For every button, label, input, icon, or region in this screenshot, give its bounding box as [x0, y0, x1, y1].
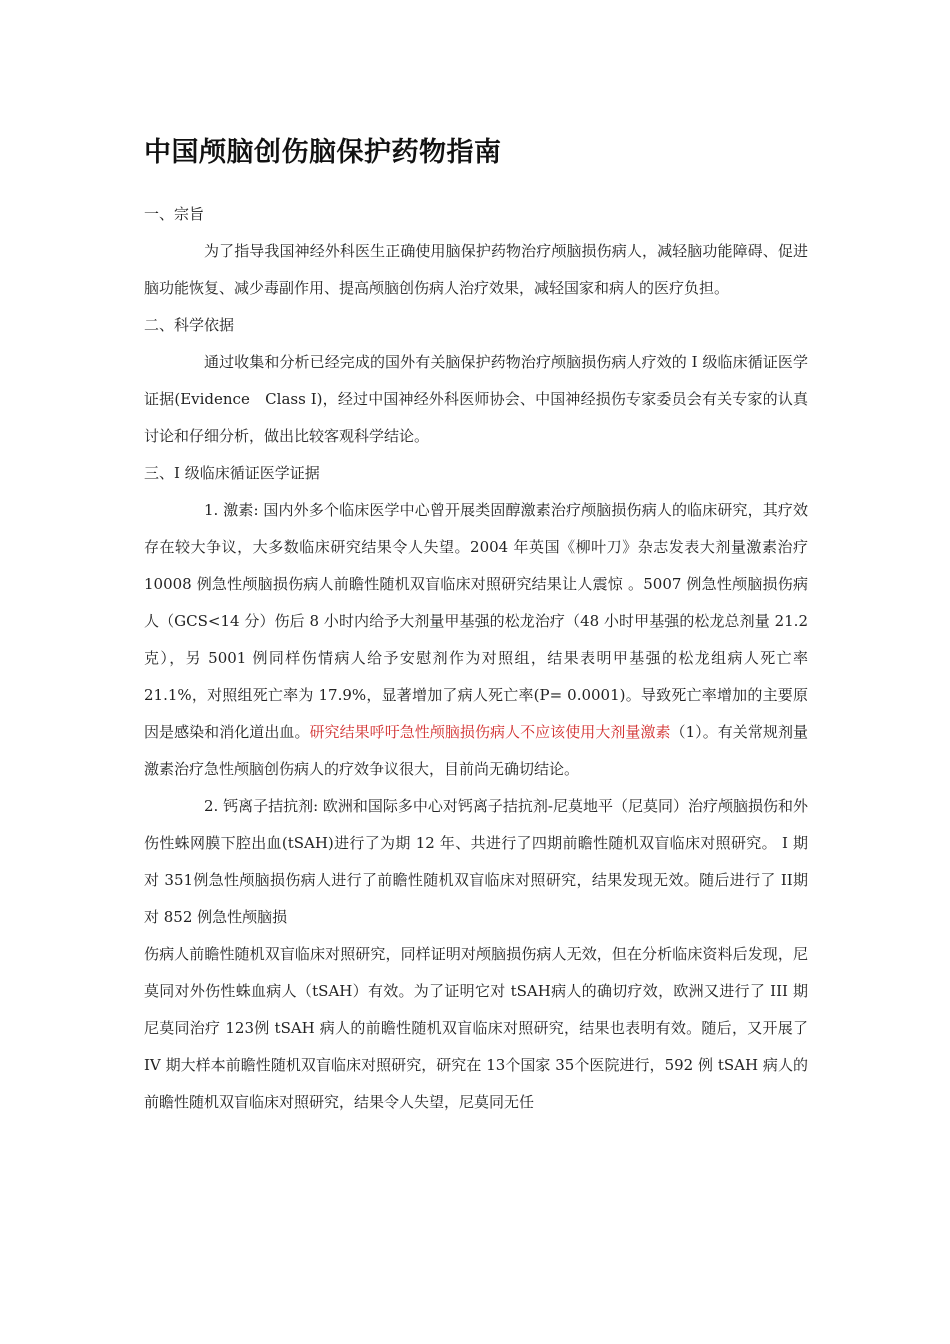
page-title: 中国颅脑创伤脑保护药物指南 — [144, 137, 502, 168]
paragraph-calcium-antagonist-cont: 伤病人前瞻性随机双盲临床对照研究，同样证明对颅脑损伤病人无效，但在分析临床资料后发现，尼莫同对外伤性蛛血病人（tSAH）有效。为了证明它对 tSAH病人的确切疗效，欧洲又进行了 III 期尼莫同治疗 123例 tSAH 病人的前瞻性随机双盲临床对照研究，结果也表明有效。随后，又开展了 IV 期大样本前瞻性随机双盲临床对照研究，研究在 13个国家 35个医院进行，592 例 tSAH 病人的前瞻性随机双盲临床对照研究，结果令人失望，尼莫同无任 — [144, 945, 808, 1111]
section-heading-basis: 二、科学依据 — [144, 316, 235, 334]
steroids-text-a: 1. 激素: 国内外多个临床医学中心曾开展类固醇激素治疗颅脑损伤病人的临床研究，其疗效存在较大争议，大多数临床研究结果令人失望。2004 年英国《柳叶刀》杂志发表大剂量激素治疗 10008 例急性颅脑损伤病人前瞻性随机双盲临床对照研究结果让人震惊 。5007 例急性颅脑损伤病人（GCS<14 分）伤后 8 小时内给予大剂量甲基强的松龙治疗（48 小时甲基强的松龙总剂量 21.2 克），另 5001 例同样伤情病人给予安慰剂作为对照组，结果表明甲基强的松龙组病人死亡率 21.1%，对照组死亡率为 17.9%，显著增加了病人死亡率(P= 0.0001)。导致死亡率增加的主要原因是感染和消化道出血。 — [144, 501, 808, 741]
paragraph-basis: 通过收集和分析已经完成的国外有关脑保护药物治疗颅脑损伤病人疗效的 I 级临床循证医学证据(Evidence Class I)，经过中国神经外科医师协会、中国神经损伤专家委员会有关专家的认真讨论和仔细分析，做出比较客观科学结论。 — [144, 353, 808, 445]
steroids-highlight: 研究结果呼吁急性颅脑损伤病人不应该使用大剂量激素 — [309, 723, 671, 741]
steroids-text-b: （1）。有关常规剂量激素治疗急性颅脑创伤病人的疗效争议很大，目前尚无确切结论。 — [144, 723, 808, 778]
document-body — [144, 196, 808, 1121]
section-heading-purpose: 一、宗旨 — [144, 205, 205, 223]
paragraph-purpose: 为了指导我国神经外科医生正确使用脑保护药物治疗颅脑损伤病人，减轻脑功能障碍、促进脑功能恢复、减少毒副作用、提高颅脑创伤病人治疗效果，减轻国家和病人的医疗负担。 — [144, 242, 808, 297]
paragraph-calcium-antagonist: 2. 钙离子拮抗剂: 欧洲和国际多中心对钙离子拮抗剂-尼莫地平（尼莫同）治疗颅脑损伤和外伤性蛛网膜下腔出血(tSAH)进行了为期 12 年、共进行了四期前瞻性随机双盲临床对照研究。 I 期对 351例急性颅脑损伤病人进行了前瞻性随机双盲临床对照研究，结果发现无效。随后进行了 II期对 852 例急性颅脑损 — [144, 797, 808, 926]
section-heading-evidence: 三、I 级临床循证医学证据 — [144, 464, 320, 482]
paragraph-steroids — [144, 492, 808, 788]
